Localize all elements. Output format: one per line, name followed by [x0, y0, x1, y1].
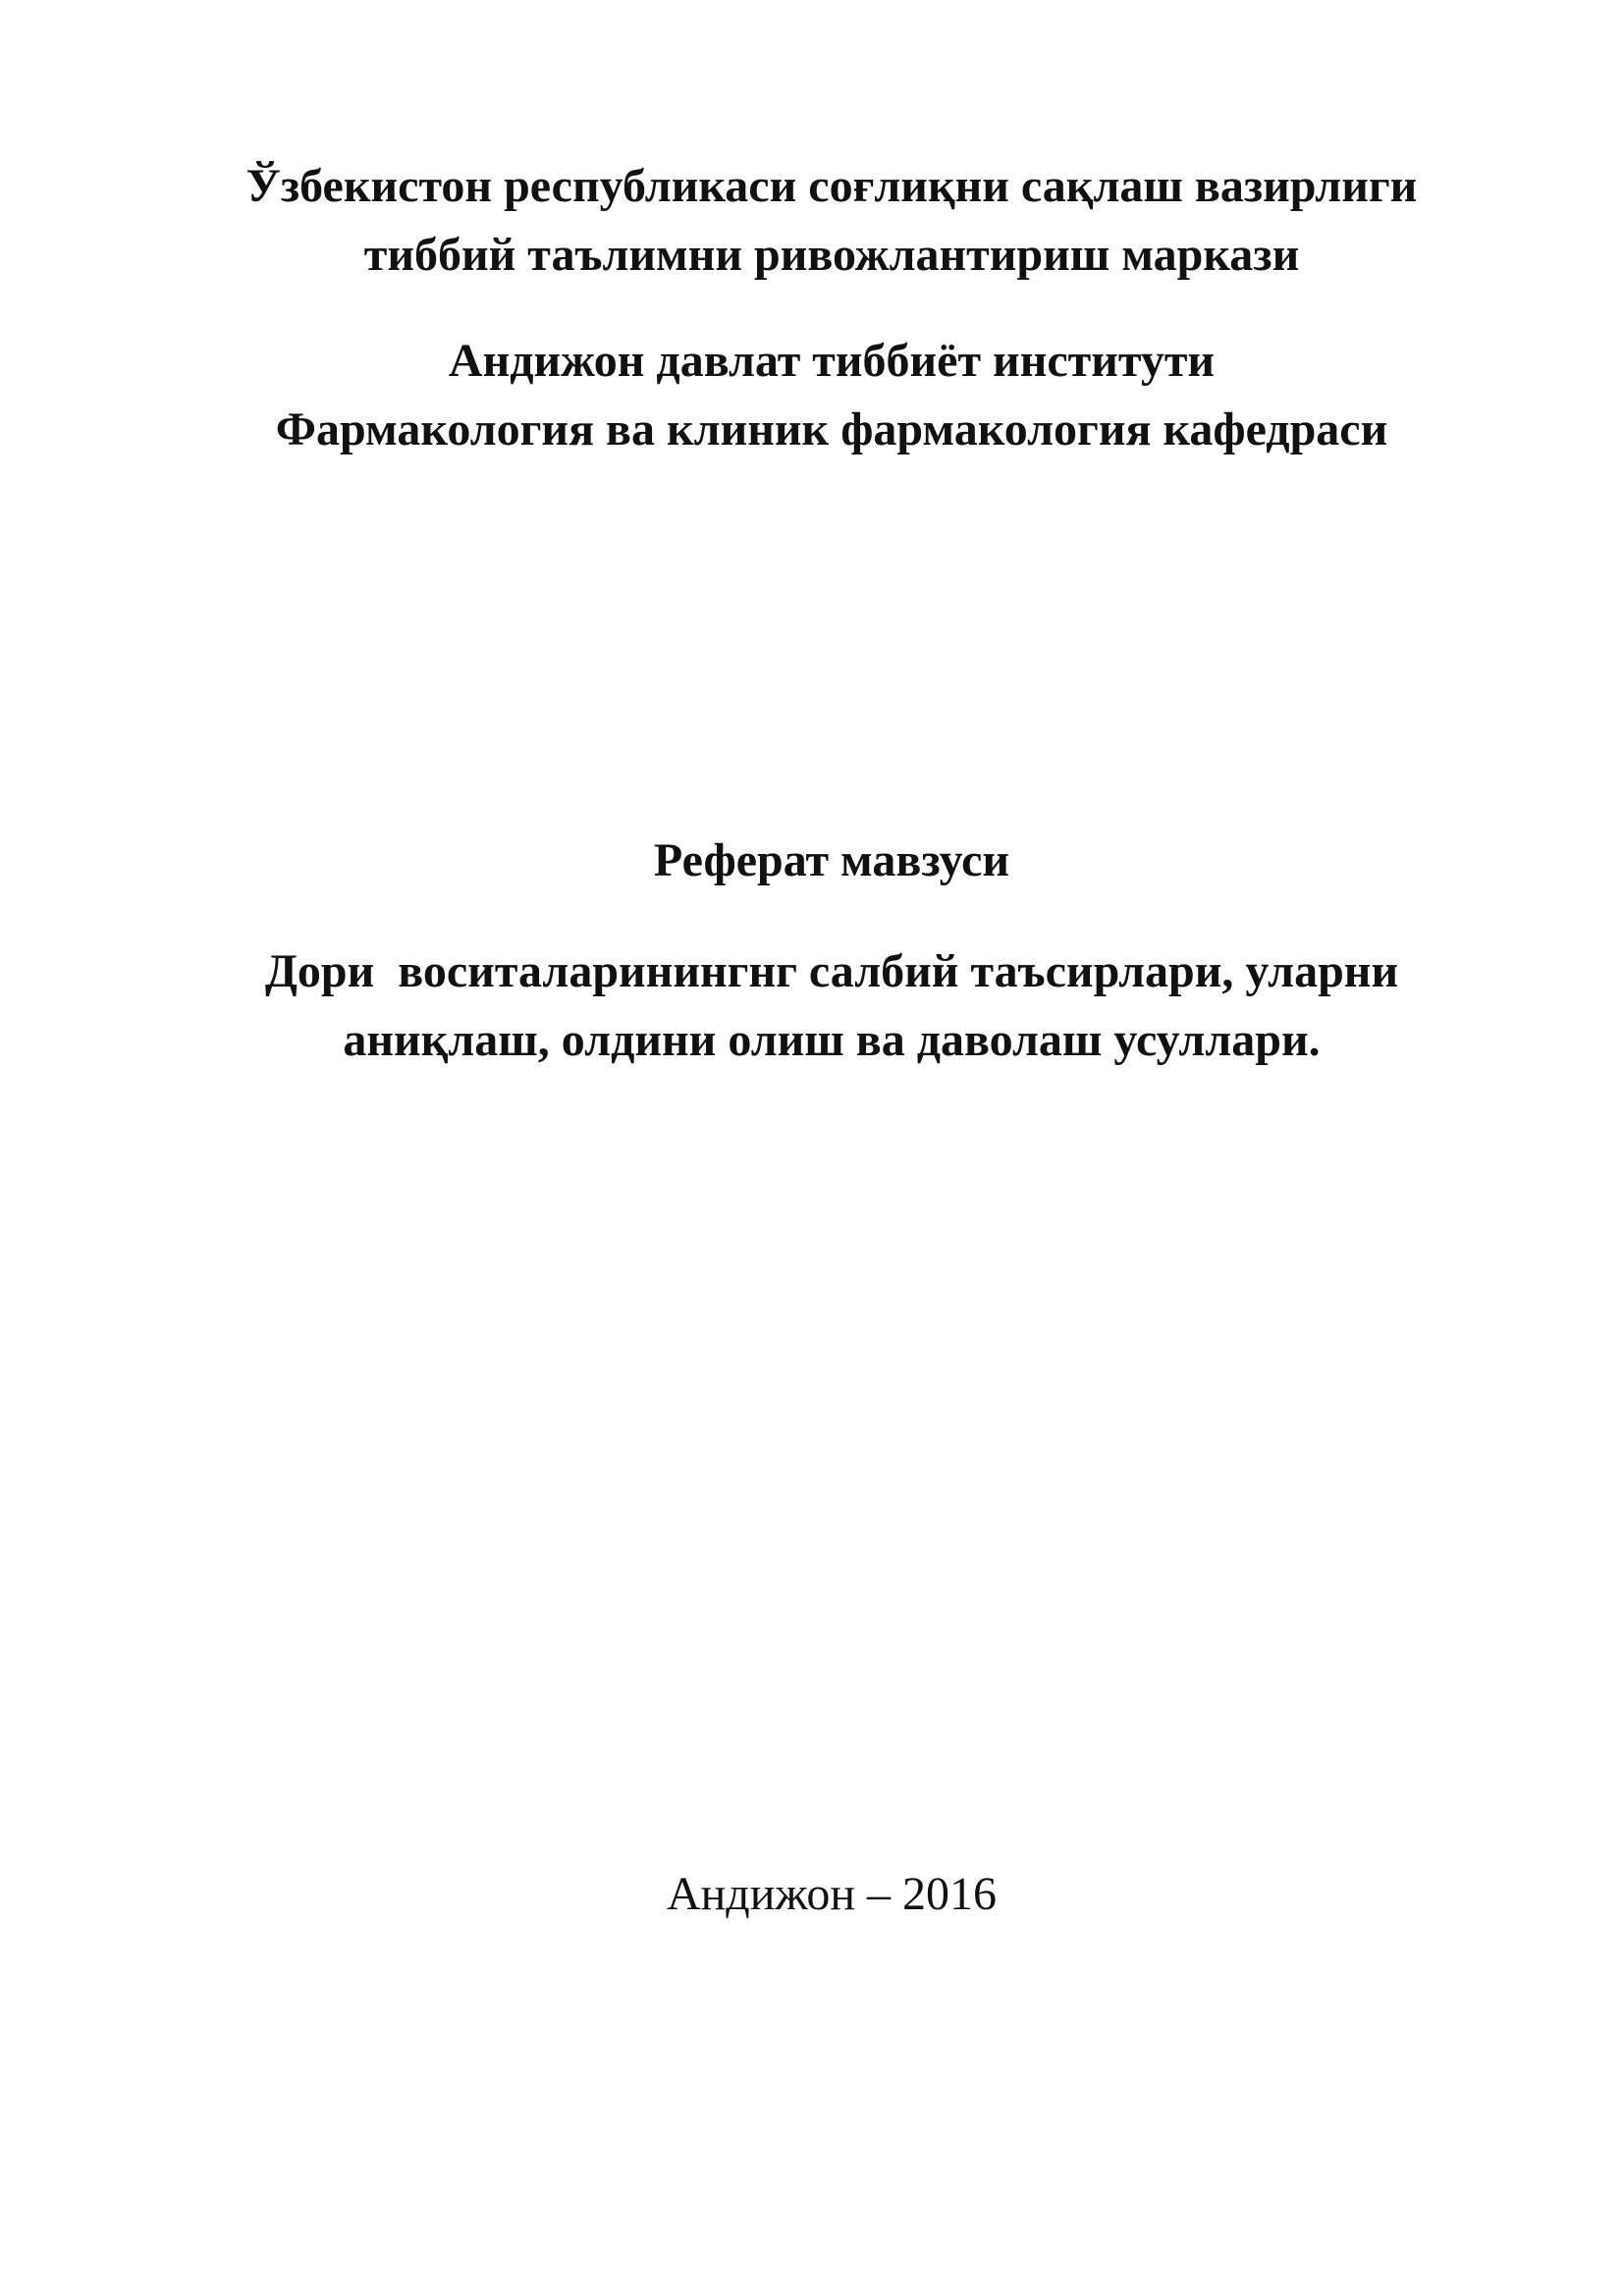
institute-header — [20, 327, 1624, 464]
abstract-label: Реферат мавзуси — [653, 834, 1010, 886]
ministry-header — [20, 152, 1624, 290]
topic-line-2: аниқлаш, олдини олиш ва даволаш усуллари. — [343, 1014, 1321, 1066]
abstract-topic — [20, 937, 1624, 1075]
ministry-name: Ўзбекистон республикаси соғлиқни сақлаш вазирлиги — [245, 160, 1418, 212]
department-name: Фармакология ва клиник фармакология кафедраси — [275, 403, 1388, 455]
ministry-center-name: тиббий таълимни ривожлантириш маркази — [363, 229, 1300, 281]
place-year: Андижон – 2016 — [666, 1868, 998, 1920]
footer-block — [20, 1860, 1624, 1929]
topic-line-1: Дори воситаларинингнг салбий таъсирлари, уларни — [264, 945, 1399, 997]
abstract-label-block — [20, 827, 1624, 895]
institute-name: Андижон давлат тиббиёт институти — [448, 335, 1216, 387]
